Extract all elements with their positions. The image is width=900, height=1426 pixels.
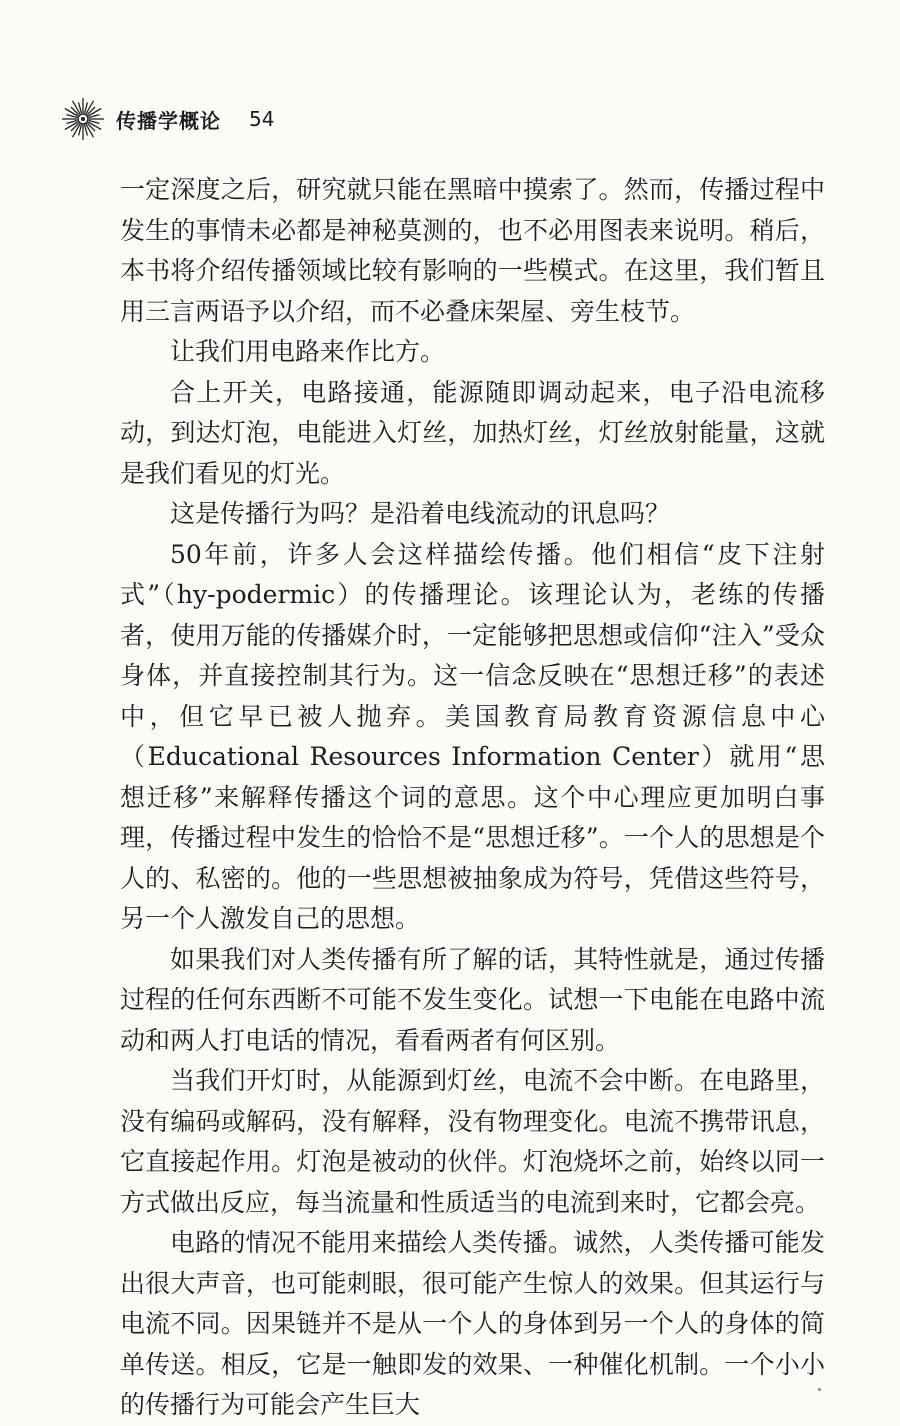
page-number: 54 [249, 107, 275, 131]
paragraph: 当我们开灯时，从能源到灯丝，电流不会中断。在电路里，没有编码或解码，没有解释，没有物理变化。电流不携带讯息，它直接起作用。灯泡是被动的伙伴。灯泡烧坏之前，始终以同一方式做出反应，每当流量和性质适当的电流到来时，它都会亮。 [120, 1066, 825, 1217]
scan-speck [818, 1388, 821, 1391]
paragraph: 一定深度之后，研究就只能在黑暗中摸索了。然而，传播过程中发生的事情未必都是神秘莫测的，也不必用图表来说明。稍后，本书将介绍传播领域比较有影响的一些模式。在这里，我们暂且用三言两语予以介绍，而不必叠床架屋、旁生枝节。 [120, 175, 825, 326]
paragraph: 如果我们对人类传播有所了解的话，其特性就是，通过传播过程的任何东西断不可能不发生变化。试想一下电能在电路中流动和两人打电话的情况，看看两者有何区别。 [120, 944, 825, 1055]
paragraph: 电路的情况不能用来描绘人类传播。诚然，人类传播可能发出很大声音，也可能刺眼，很可能产生惊人的效果。但其运行与电流不同。因果链并不是从一个人的身体到另一个人的身体的简单传送。相反，它是一触即发的效果、一种催化机制。一个小小的传播行为可能会产生巨大 [120, 1228, 825, 1419]
page-header [60, 96, 274, 142]
paragraph: 这是传播行为吗？是沿着电线流动的讯息吗？ [170, 499, 671, 528]
paragraph: 让我们用电路来作比方。 [170, 337, 446, 366]
book-title: 传播学概论 [116, 108, 221, 133]
paragraph: 合上开关，电路接通，能源随即调动起来，电子沿电流移动，到达灯泡，电能进入灯丝，加热灯丝，灯丝放射能量，这就是我们看见的灯光。 [120, 377, 825, 488]
paragraph: 50年前，许多人会这样描绘传播。他们相信“皮下注射式”（hy-podermic）的传播理论。该理论认为，老练的传播者，使用万能的传播媒介时，一定能够把思想或信仰“注入”受众身体，并直接控制其行为。这一信念反映在“思想迁移”的表述中，但它早已被人抛弃。美国教育局教育资源信息中心（Educational Resources Information Center）就用“思想迁移”来解释传播这个词的意思。这个中心理应更加明白事理，传播过程中发生的恰恰不是“思想迁移”。一个人的思想是个人的、私密的。他的一些思想被抽象成为符号，凭借这些符号，另一个人激发自己的思想。 [120, 539, 825, 933]
sunburst-logo-icon [60, 96, 106, 142]
body-text [120, 170, 825, 1426]
